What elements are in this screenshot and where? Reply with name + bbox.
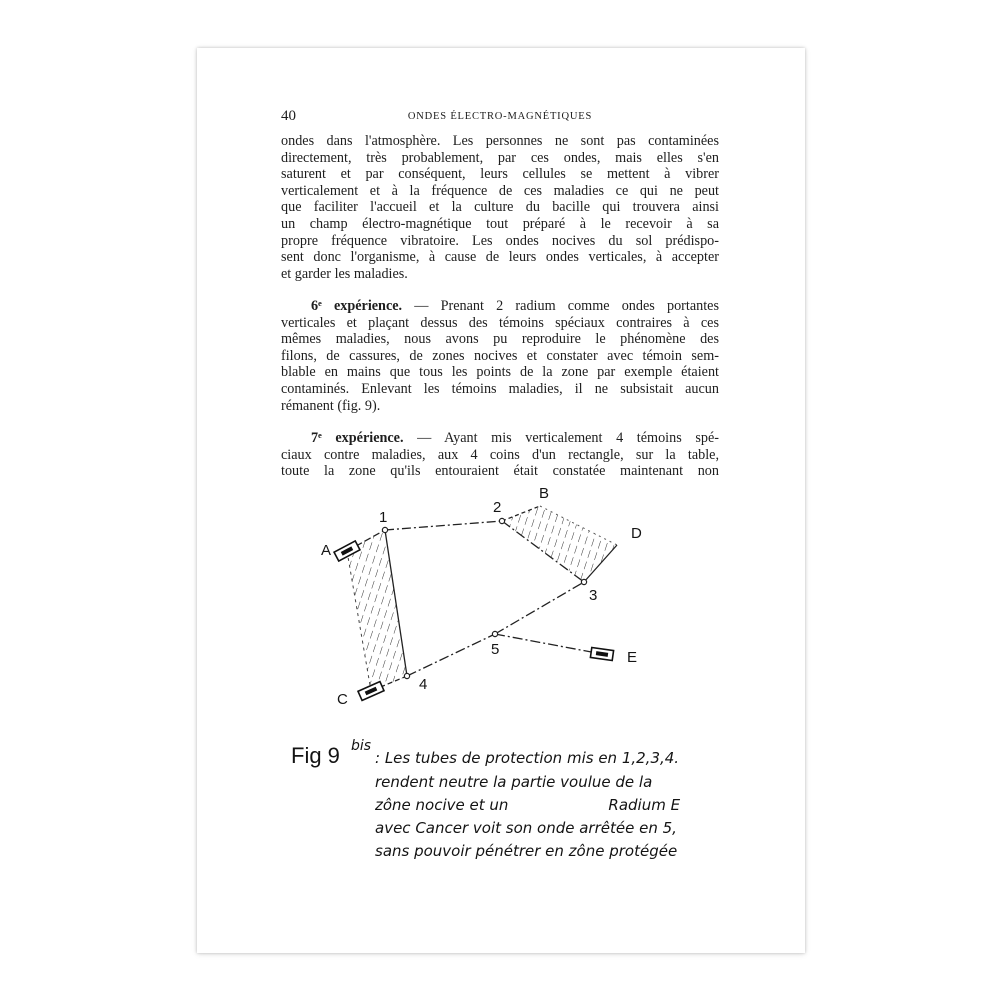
text-line: filons, de cassures, de zones nocives et constater avec témoin sem- [281,347,719,364]
point-5-marker [492,631,497,636]
radium-tube-e [590,648,613,661]
label-point-1: 1 [379,509,388,526]
text-line: toute la zone qu'ils entouraient était constatée maintenant non [281,463,719,480]
text-line: contaminés. Enlevant les témoins maladies, il ne subsistait aucun [281,380,719,397]
paragraph-1 [281,133,719,282]
label-point-5: 5 [491,641,500,658]
caption-fig-number: Fig 9 [291,743,340,768]
figure-9-diagram [297,478,657,728]
hatched-zone-left [347,530,407,691]
text-line: verticalement et à la fréquence de ces maladies ce qui ne peut [281,182,719,199]
page-number: 40 [281,108,296,124]
text-line: ondes dans l'atmosphère. Les personnes ne sont pas contaminées [281,133,719,149]
label-a: A [321,542,332,559]
experience-7-label: 7ᵉ expérience. [311,430,404,446]
running-head [281,108,719,126]
caption-line-3-end: Radium E [608,796,681,814]
text-line: verticales et plaçant dessus des témoins spéciaux contraires à ces [281,314,719,331]
label-e: E [627,649,638,666]
text-line: ciaux contre maladies, aux 4 coins d'un rectangle, sur la table, [281,446,719,463]
label-point-2: 2 [493,499,502,516]
text-line: rémanent (fig. 9). [281,397,381,414]
label-b: B [539,485,550,502]
caption-line-3-start: zône nocive et un [375,796,509,814]
book-page [197,48,805,953]
text-line [281,298,719,315]
point-4-marker [404,673,409,678]
caption-line-5: sans pouvoir pénétrer en zône protégée [375,842,678,860]
text-line: et garder les maladies. [281,265,408,282]
paragraph-experience-6 [281,298,719,414]
point-2-marker [499,518,504,523]
text-line [281,430,719,447]
text-line: blable en mains que tous les points de la zone par exemple étaient [281,364,719,381]
label-d: D [631,525,642,542]
label-point-4: 4 [419,676,428,693]
text-line: que faciliter l'accueil et la culture du bacille qui trouvera ainsi [281,199,719,216]
caption-line-3 [375,796,680,814]
edge-5-e [495,634,602,654]
caption-line-4: avec Cancer voit son onde arrêtée en 5, [375,819,677,837]
hatched-zone-right [502,506,617,582]
edge-4-5 [407,634,495,676]
text-line: un champ électro-magnétique tout préparé à le recevoir à sa [281,215,719,232]
text-line: mêmes maladies, nous avons pu reproduire le phénomène des [281,331,719,348]
label-point-3: 3 [589,587,598,604]
running-title: ONDES ÉLECTRO-MAGNÉTIQUES [407,111,593,122]
text-line: saturent et par conséquent, leurs cellules se mettent à vibrer [281,166,719,183]
text-line: directement, très probablement, par ces ondes, mais elles s'en [281,149,719,166]
experience-7-text: — Ayant mis verticalement 4 témoins spé- [403,430,719,446]
point-3-marker [581,579,586,584]
caption-superscript: bis [351,738,372,754]
edge-5-3 [495,582,584,634]
paragraph-experience-7 [281,430,719,480]
edge-1-2 [385,521,502,530]
diagram-svg [297,478,657,728]
point-1-marker [382,527,387,532]
text-line: propre fréquence vibratoire. Les ondes nocives du sol prédispo- [281,232,719,249]
caption-line-2: rendent neutre la partie voulue de la [375,773,653,791]
experience-6-label: 6ᵉ expérience. [311,298,403,314]
experience-6-text: — Prenant 2 radium comme ondes portantes [402,298,719,314]
caption-line-1: : Les tubes de protection mis en 1,2,3,4. [375,749,680,767]
text-line: sent donc l'organisme, à cause de leurs ondes verticales, à accepter [281,249,719,266]
label-c: C [337,691,348,708]
